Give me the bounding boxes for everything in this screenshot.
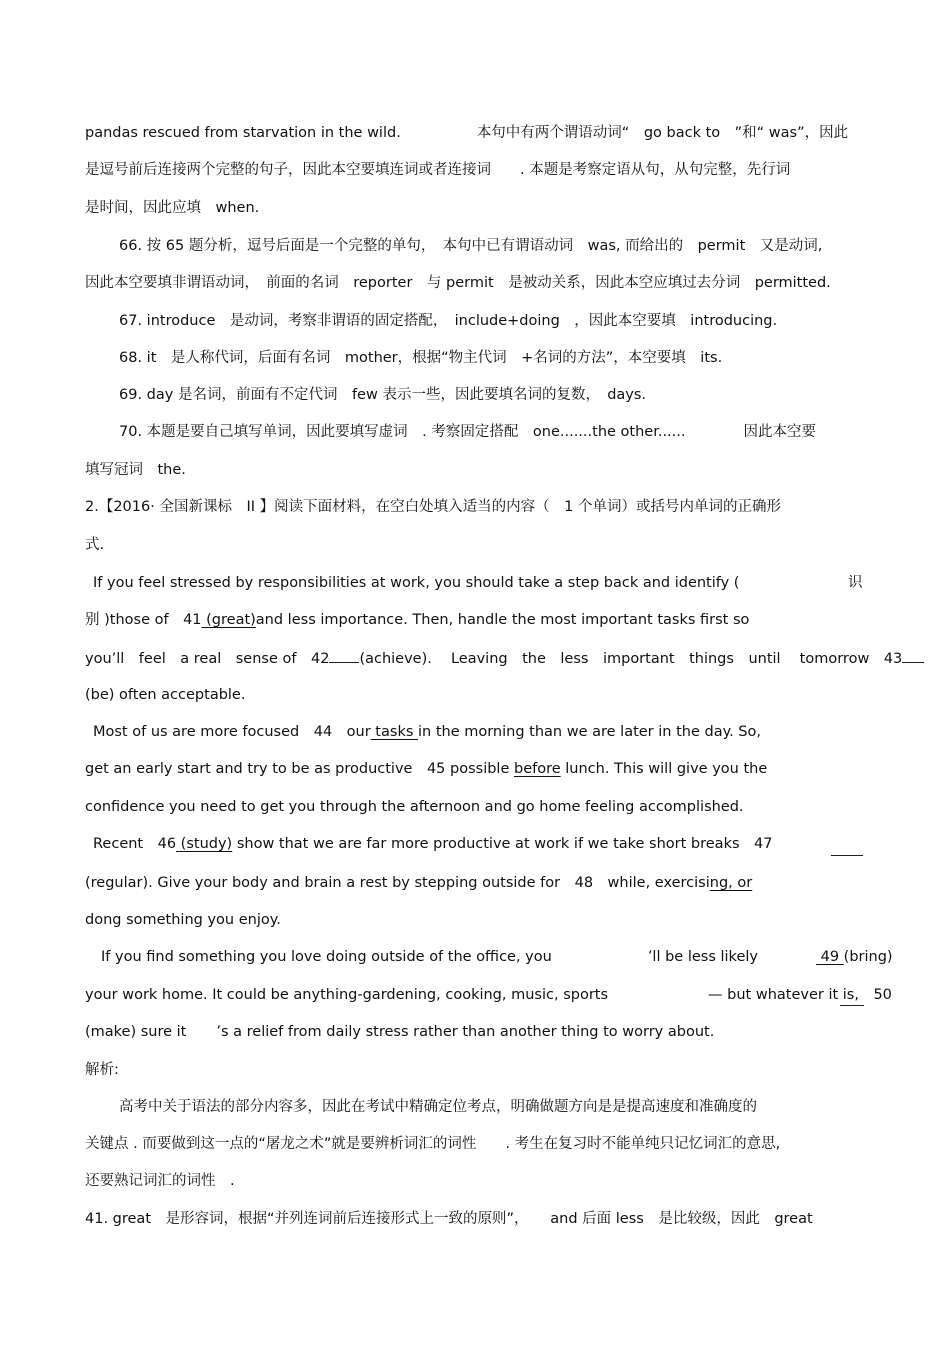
blank-42 <box>329 648 359 663</box>
text-span: Most of us are more focused 44 our <box>93 724 371 740</box>
passage-line <box>85 873 865 893</box>
text-line: 70. 本题是要自己填写单词，因此要填写虚词 . 考察固定搭配 one.......the other...... 因此本空要 <box>119 424 816 440</box>
blank-48-underlined: ng, or <box>709 875 753 891</box>
text-span: — but whatever it is, 50 <box>708 987 892 1003</box>
text-span: in the morning than we are later in the day. So, <box>418 724 761 740</box>
text-span: Recent 46 <box>93 836 177 852</box>
text-span: pandas rescued from starvation in the wild. <box>85 125 401 141</box>
passage-line <box>85 1022 865 1042</box>
text-span: ’s a relief from daily stress rather than another thing to worry about. <box>216 1024 715 1040</box>
passage-line <box>93 834 873 854</box>
blank-45-underlined: before <box>513 761 561 777</box>
blank-50 <box>840 991 864 1006</box>
text-line: 68. it 是人称代词，后面有名词 mother，根据“物主代词 +名词的方法”，本空要填 its. <box>119 350 723 366</box>
passage-line: dong something you enjoy. <box>85 912 281 928</box>
text-line: 66. 按 65 题分析，逗号后面是一个完整的单句， 本句中已有谓语动词 was, 而给出的 permit 又是动词, <box>119 238 823 254</box>
text-span: (bring) <box>843 949 893 965</box>
passage-line <box>101 947 893 967</box>
blank-44-underlined: tasks <box>370 724 418 740</box>
passage-line <box>93 722 873 742</box>
passage-line <box>85 648 903 669</box>
blank-46-underlined: (study) <box>176 836 233 852</box>
text-span: get an early start and try to be as productive 45 possible <box>85 761 514 777</box>
text-span: (make) sure it <box>85 1024 187 1040</box>
text-line: 是逗号前后连接两个完整的句子，因此本空要填连词或者连接词 . 本题是考察定语从句，从句完整，先行词 <box>85 162 791 178</box>
text-line: 因此本空要填非谓语动词， 前面的名词 reporter 与 permit 是被动关系，因此本空应填过去分词 permitted. <box>85 275 831 291</box>
blank-43 <box>902 648 924 663</box>
passage-line <box>85 610 865 630</box>
text-line: 是时间，因此应填 when. <box>85 200 260 216</box>
text-span: If you find something you love doing outside of the office, you <box>101 949 552 965</box>
text-span: 别 )those of 41 <box>85 612 202 628</box>
passage-line: 识 <box>848 575 863 591</box>
text-span: your work home. It could be anything-gardening, cooking, music, sports <box>85 987 609 1003</box>
text-line: 还要熟记词汇的词性 . <box>85 1173 235 1189</box>
blank-47 <box>831 841 863 856</box>
text-span: you’ll feel a real sense of 42 <box>85 651 330 667</box>
blank-49-underlined: 49 <box>815 949 844 965</box>
text-span: show that we are far more productive at work if we take short breaks 47 <box>232 836 773 852</box>
passage-line <box>85 985 892 1005</box>
text-line: 填写冠词 the. <box>85 462 186 478</box>
text-line: 41. great 是形容词，根据“并列连词前后连接形式上一致的原则”， and 后面 less 是比较级，因此 great <box>85 1211 813 1227</box>
question-heading: 2.【2016· 全国新课标 II 】阅读下面材料，在空白处填入适当的内容（ 1 个单词）或括号内单词的正确形 <box>85 499 781 515</box>
text-span: 本句中有两个谓语动词“ go back to ”和“ was”，因此 <box>476 125 849 141</box>
text-line: 关键点 . 而要做到这一点的“屠龙之术”就是要辨析词汇的词性 . 考生在复习时不能单纯只记忆词汇的意思, <box>85 1136 781 1152</box>
analysis-heading: 解析: <box>85 1062 119 1078</box>
passage-line <box>85 759 865 779</box>
text-line: 高考中关于语法的部分内容多，因此在考试中精确定位考点，明确做题方向是是提高速度和准确度的 <box>119 1099 757 1115</box>
text-span: (regular). Give your body and brain a rest by stepping outside for 48 while, exercisi <box>85 875 710 891</box>
passage-line: confidence you need to get you through the afternoon and go home feeling accomplished. <box>85 799 744 815</box>
text-span: (achieve). Leaving the less important things until tomorrow 43 <box>359 651 903 667</box>
text-span: ’ll be less likely <box>647 949 758 965</box>
text-span: lunch. This will give you the <box>560 761 768 777</box>
passage-line: (be) often acceptable. <box>85 687 246 703</box>
blank-41-underlined: (great) <box>201 612 256 628</box>
text-line: 式. <box>85 537 105 553</box>
text-line: 69. day 是名词，前面有不定代词 few 表示一些，因此要填名词的复数， days. <box>119 387 647 403</box>
text-span: and less importance. Then, handle the most important tasks first so <box>255 612 750 628</box>
text-line: 67. introduce 是动词，考察非谓语的固定搭配， include+doing ，因此本空要填 introducing. <box>119 313 778 329</box>
text-line <box>85 123 865 143</box>
passage-line: If you feel stressed by responsibilities at work, you should take a step back and identify ( <box>93 575 740 591</box>
